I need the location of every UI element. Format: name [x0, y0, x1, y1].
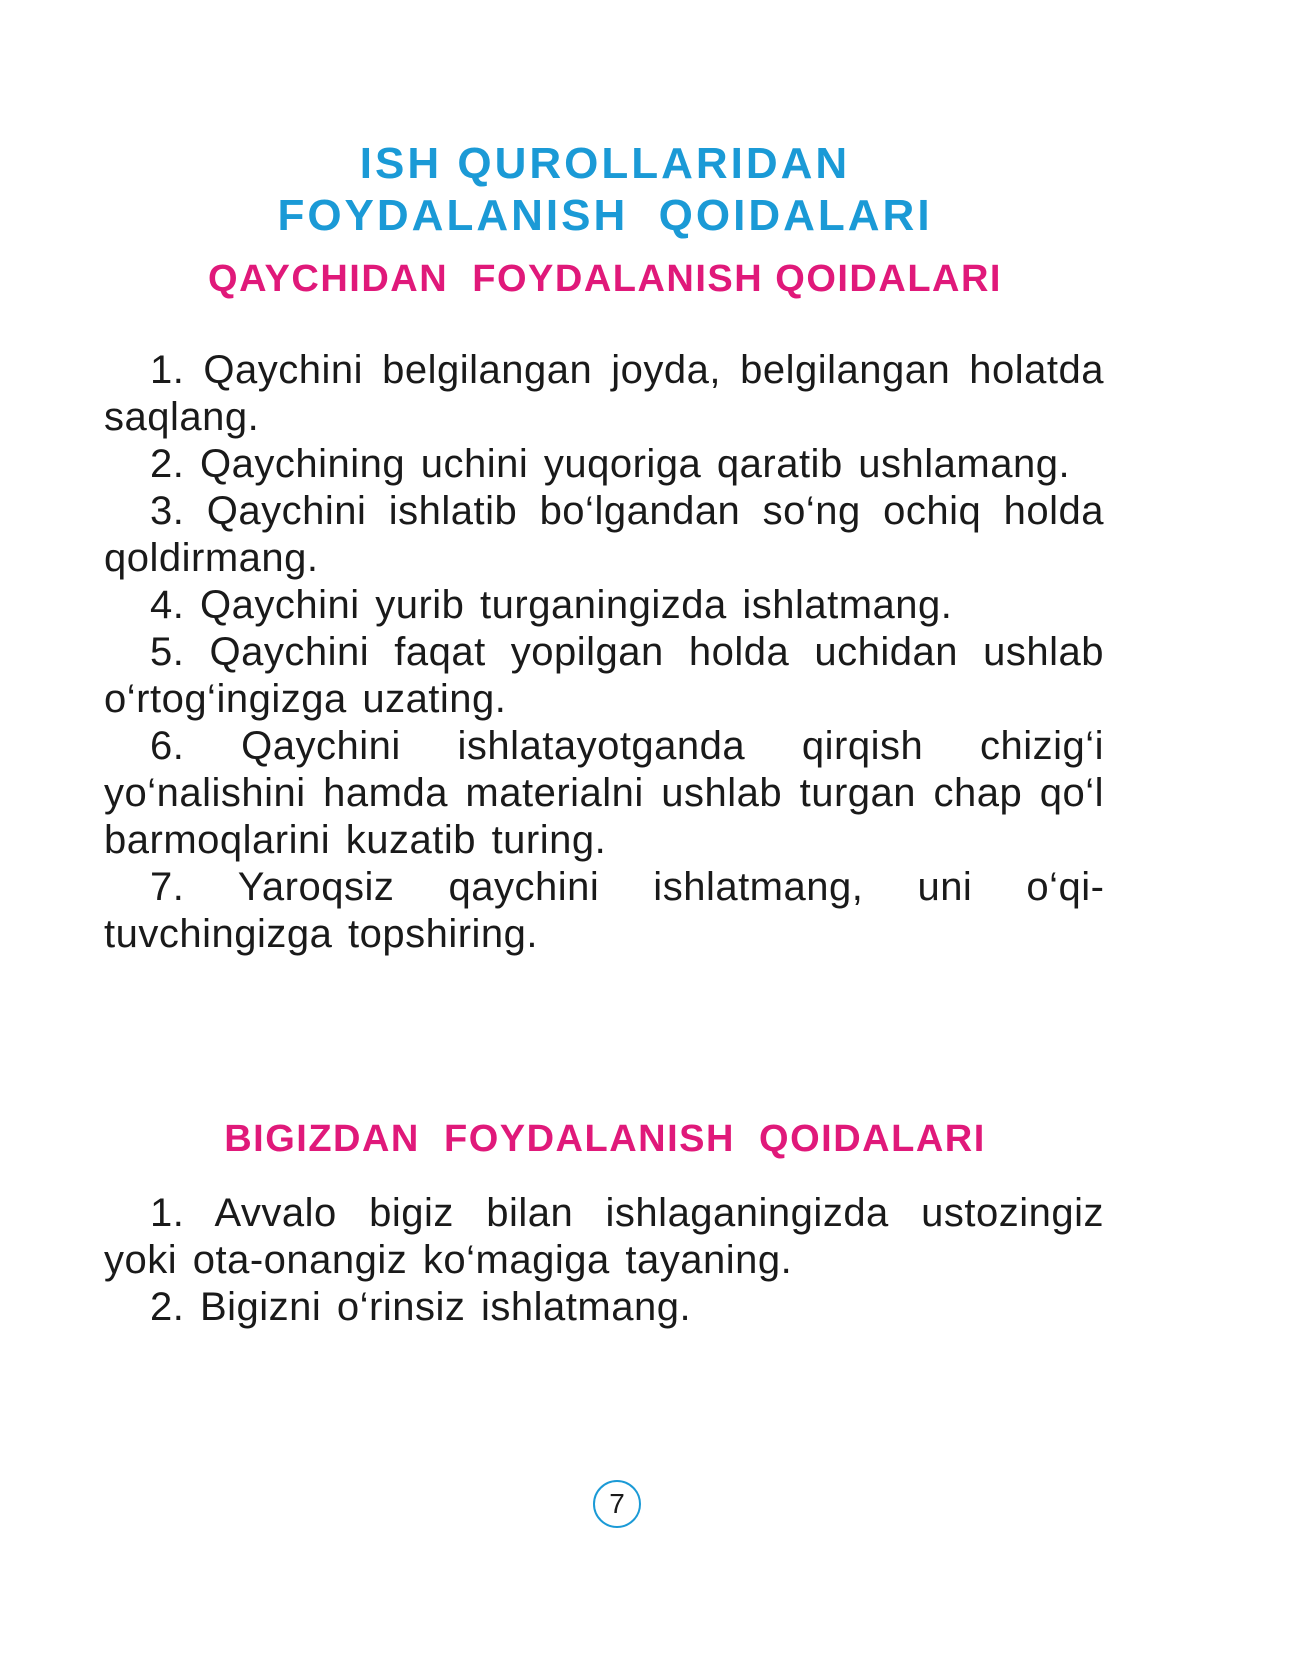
- list-item: 2. Qaychining uchini yuqoriga qaratib ushlamang.: [150, 442, 1071, 486]
- list-item: 5. Qaychini faqat yopilgan holda uchidan ushlab o‘rtog‘ingizga uzating.: [104, 630, 1104, 721]
- list-item: 6. Qaychini ishlatayotganda qirqish chizig‘i yo‘nalishini hamda materialni ushlab turgan chap qo‘l barmoqlarini kuzatib turing.: [104, 724, 1104, 862]
- section-heading-awl: BIGIZDAN FOYDALANISH QOIDALARI: [224, 1118, 986, 1160]
- list-item: 1. Qaychini belgilangan joyda, belgilangan holatda saqlang.: [104, 348, 1104, 439]
- list-item: 7. Yaroqsiz qaychini ishlatmang, uni o‘qituvchingizga topshiring.: [104, 865, 1104, 956]
- section-heading-scissors: QAYCHIDAN FOYDALANISH QOIDALARI: [208, 258, 1002, 300]
- awl-rules-list: [104, 1190, 1104, 1331]
- scissors-rules-list: [104, 347, 1104, 958]
- list-item: 2. Bigizni o‘rinsiz ishlatmang.: [150, 1285, 692, 1329]
- page-title-line-2: FOYDALANISH QOIDALARI: [277, 191, 933, 240]
- list-item: 3. Qaychini ishlatib bo‘lgandan so‘ng ochiq holda qoldirmang.: [104, 489, 1104, 580]
- page-title: [0, 138, 1210, 242]
- list-item: 1. Avvalo bigiz bilan ishlaganingizda ustozingiz yoki ota-onangiz ko‘magiga tayaning.: [104, 1191, 1104, 1282]
- list-item: 4. Qaychini yurib turganingizda ishlatmang.: [150, 583, 953, 627]
- page-number-badge: 7: [593, 1480, 641, 1528]
- page-title-line-1: ISH QUROLLARIDAN: [359, 139, 851, 188]
